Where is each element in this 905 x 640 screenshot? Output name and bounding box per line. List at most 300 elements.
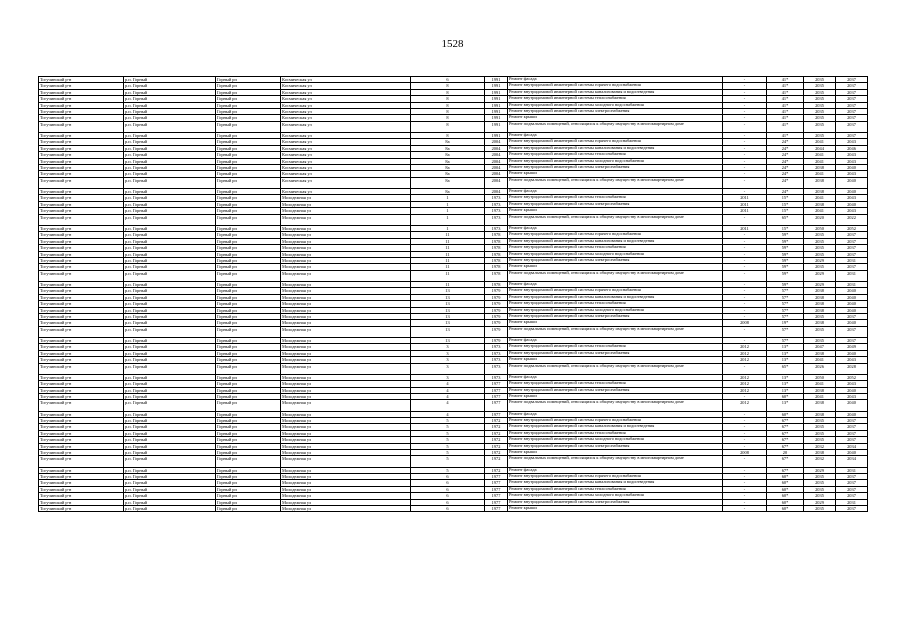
start-year-cell: 2035 bbox=[804, 96, 836, 102]
municipality-cell: Горный рп bbox=[216, 506, 281, 512]
last-repair-cell: - bbox=[723, 109, 767, 115]
year-built-cell: 2004 bbox=[485, 139, 508, 145]
year-built-cell: 1978 bbox=[485, 245, 508, 251]
start-year-cell: 2032 bbox=[804, 443, 836, 449]
street-cell: Молодежная ул bbox=[281, 307, 411, 313]
settlement-cell: р.п. Горный bbox=[124, 456, 216, 467]
street-cell: Молодежная ул bbox=[281, 208, 411, 214]
year-built-cell: 1973 bbox=[485, 195, 508, 201]
start-year-cell: 2035 bbox=[804, 121, 836, 132]
house-cell: 13 bbox=[411, 326, 485, 337]
table-body bbox=[39, 77, 868, 512]
district-cell: Тогучинский р-н bbox=[39, 89, 124, 95]
work-type-cell: Ремонт фасада bbox=[508, 189, 723, 195]
house-cell: 4 bbox=[411, 400, 485, 411]
year-built-cell: 1973 bbox=[485, 225, 508, 231]
street-cell: Молодежная ул bbox=[281, 264, 411, 270]
start-year-cell: 2035 bbox=[804, 133, 836, 139]
year-built-cell: 1973 bbox=[485, 374, 508, 380]
settlement-cell: р.п. Горный bbox=[124, 270, 216, 281]
house-cell: 5 bbox=[411, 424, 485, 430]
district-cell: Тогучинский р-н bbox=[39, 430, 124, 436]
settlement-cell: р.п. Горный bbox=[124, 480, 216, 486]
start-year-cell: 2038 bbox=[804, 301, 836, 307]
street-cell: Молодежная ул bbox=[281, 270, 411, 281]
street-cell: Молодежная ул bbox=[281, 374, 411, 380]
year-built-cell: 1979 bbox=[485, 313, 508, 319]
last-repair-cell: - bbox=[723, 493, 767, 499]
municipality-cell: Горный рп bbox=[216, 424, 281, 430]
work-type-cell: Ремонт внутридомовой инженерной системы холодного водоснабжения bbox=[508, 307, 723, 313]
street-cell: Космическая ул bbox=[281, 171, 411, 177]
end-year-cell: 2037 bbox=[836, 245, 868, 251]
work-type-cell: Ремонт внутридомовой инженерной системы электроснабжения bbox=[508, 313, 723, 319]
municipality-cell: Горный рп bbox=[216, 232, 281, 238]
street-cell: Молодежная ул bbox=[281, 320, 411, 326]
house-cell: 6 bbox=[411, 486, 485, 492]
last-repair-cell: - bbox=[723, 424, 767, 430]
last-repair-cell: 2012 bbox=[723, 344, 767, 350]
year-built-cell: 2004 bbox=[485, 152, 508, 158]
house-cell: 13 bbox=[411, 337, 485, 343]
district-cell: Тогучинский р-н bbox=[39, 109, 124, 115]
wear-cell: 59* bbox=[767, 251, 804, 257]
district-cell: Тогучинский р-н bbox=[39, 139, 124, 145]
street-cell: Молодежная ул bbox=[281, 245, 411, 251]
district-cell: Тогучинский р-н bbox=[39, 251, 124, 257]
wear-cell: 15* bbox=[767, 225, 804, 231]
house-cell: 4 bbox=[411, 411, 485, 417]
wear-cell: 24* bbox=[767, 189, 804, 195]
street-cell: Молодежная ул bbox=[281, 201, 411, 207]
year-built-cell: 1991 bbox=[485, 89, 508, 95]
year-built-cell: 1972 bbox=[485, 424, 508, 430]
wear-cell: 57* bbox=[767, 301, 804, 307]
year-built-cell: 1978 bbox=[485, 257, 508, 263]
settlement-cell: р.п. Горный bbox=[124, 225, 216, 231]
start-year-cell: 2041 bbox=[804, 381, 836, 387]
work-type-cell: Ремонт подвальных помещений, относящихся к общему имуществу в многоквартирном доме bbox=[508, 270, 723, 281]
wear-cell: 13* bbox=[767, 381, 804, 387]
start-year-cell: 2038 bbox=[804, 189, 836, 195]
end-year-cell: 2037 bbox=[836, 337, 868, 343]
house-cell: 8а bbox=[411, 189, 485, 195]
start-year-cell: 2035 bbox=[804, 102, 836, 108]
street-cell: Молодежная ул bbox=[281, 238, 411, 244]
work-type-cell: Ремонт внутридомовой инженерной системы теплоснабжения bbox=[508, 301, 723, 307]
settlement-cell: р.п. Горный bbox=[124, 115, 216, 121]
wear-cell: 57* bbox=[767, 313, 804, 319]
year-built-cell: 1972 bbox=[485, 450, 508, 456]
municipality-cell: Горный рп bbox=[216, 381, 281, 387]
wear-cell: 65* bbox=[767, 363, 804, 374]
settlement-cell: р.п. Горный bbox=[124, 307, 216, 313]
settlement-cell: р.п. Горный bbox=[124, 450, 216, 456]
settlement-cell: р.п. Горный bbox=[124, 381, 216, 387]
settlement-cell: р.п. Горный bbox=[124, 301, 216, 307]
start-year-cell: 2035 bbox=[804, 313, 836, 319]
wear-cell: 67* bbox=[767, 430, 804, 436]
wear-cell: 24* bbox=[767, 165, 804, 171]
street-cell: Молодежная ул bbox=[281, 294, 411, 300]
district-cell: Тогучинский р-н bbox=[39, 208, 124, 214]
street-cell: Молодежная ул bbox=[281, 480, 411, 486]
start-year-cell: 2035 bbox=[804, 506, 836, 512]
year-built-cell: 2004 bbox=[485, 145, 508, 151]
wear-cell: 67* bbox=[767, 417, 804, 423]
start-year-cell: 2035 bbox=[804, 245, 836, 251]
work-type-cell: Ремонт внутридомовой инженерной системы канализования и водоотведения bbox=[508, 294, 723, 300]
settlement-cell: р.п. Горный bbox=[124, 77, 216, 83]
municipality-cell: Горный рп bbox=[216, 165, 281, 171]
municipality-cell: Горный рп bbox=[216, 257, 281, 263]
municipality-cell: Горный рп bbox=[216, 208, 281, 214]
year-built-cell: 1978 bbox=[485, 270, 508, 281]
settlement-cell: р.п. Горный bbox=[124, 232, 216, 238]
start-year-cell: 2035 bbox=[804, 437, 836, 443]
municipality-cell: Горный рп bbox=[216, 363, 281, 374]
street-cell: Молодежная ул bbox=[281, 195, 411, 201]
district-cell: Тогучинский р-н bbox=[39, 96, 124, 102]
year-built-cell: 1979 bbox=[485, 288, 508, 294]
district-cell: Тогучинский р-н bbox=[39, 171, 124, 177]
start-year-cell: 2038 bbox=[804, 450, 836, 456]
year-built-cell: 1978 bbox=[485, 281, 508, 287]
district-cell: Тогучинский р-н bbox=[39, 165, 124, 171]
house-cell: 4 bbox=[411, 387, 485, 393]
settlement-cell: р.п. Горный bbox=[124, 288, 216, 294]
house-cell: 8 bbox=[411, 109, 485, 115]
work-type-cell: Ремонт подвальных помещений, относящихся к общему имуществу в многоквартирном доме bbox=[508, 363, 723, 374]
house-cell: 11 bbox=[411, 264, 485, 270]
wear-cell: 59* bbox=[767, 257, 804, 263]
last-repair-cell: - bbox=[723, 115, 767, 121]
last-repair-cell: 2011 bbox=[723, 201, 767, 207]
settlement-cell: р.п. Горный bbox=[124, 158, 216, 164]
municipality-cell: Горный рп bbox=[216, 121, 281, 132]
street-cell: Молодежная ул bbox=[281, 350, 411, 356]
municipality-cell: Горный рп bbox=[216, 350, 281, 356]
district-cell: Тогучинский р-н bbox=[39, 417, 124, 423]
year-built-cell: 1978 bbox=[485, 232, 508, 238]
year-built-cell: 1979 bbox=[485, 326, 508, 337]
end-year-cell: 2037 bbox=[836, 109, 868, 115]
wear-cell: 13* bbox=[767, 344, 804, 350]
end-year-cell: 2043 bbox=[836, 357, 868, 363]
start-year-cell: 2035 bbox=[804, 430, 836, 436]
year-built-cell: 1977 bbox=[485, 381, 508, 387]
municipality-cell: Горный рп bbox=[216, 499, 281, 505]
last-repair-cell: - bbox=[723, 288, 767, 294]
work-type-cell: Ремонт внутридомовой инженерной системы горячего водоснабжения bbox=[508, 417, 723, 423]
last-repair-cell: 2012 bbox=[723, 387, 767, 393]
street-cell: Космическая ул bbox=[281, 77, 411, 83]
start-year-cell: 2035 bbox=[804, 326, 836, 337]
municipality-cell: Горный рп bbox=[216, 357, 281, 363]
work-type-cell: Ремонт внутридомовой инженерной системы теплоснабжения bbox=[508, 96, 723, 102]
work-type-cell: Ремонт крыши bbox=[508, 357, 723, 363]
district-cell: Тогучинский р-н bbox=[39, 474, 124, 480]
work-type-cell: Ремонт фасада bbox=[508, 77, 723, 83]
district-cell: Тогучинский р-н bbox=[39, 506, 124, 512]
settlement-cell: р.п. Горный bbox=[124, 294, 216, 300]
settlement-cell: р.п. Горный bbox=[124, 493, 216, 499]
work-type-cell: Ремонт крыши bbox=[508, 506, 723, 512]
municipality-cell: Горный рп bbox=[216, 171, 281, 177]
start-year-cell: 2035 bbox=[804, 474, 836, 480]
district-cell: Тогучинский р-н bbox=[39, 201, 124, 207]
last-repair-cell: 2012 bbox=[723, 350, 767, 356]
last-repair-cell: 2011 bbox=[723, 195, 767, 201]
work-type-cell: Ремонт внутридомовой инженерной системы теплоснабжения bbox=[508, 486, 723, 492]
house-cell: 11 bbox=[411, 251, 485, 257]
wear-cell: 41* bbox=[767, 133, 804, 139]
district-cell: Тогучинский р-н bbox=[39, 307, 124, 313]
street-cell: Молодежная ул bbox=[281, 443, 411, 449]
table-row bbox=[39, 400, 868, 411]
end-year-cell: 2037 bbox=[836, 121, 868, 132]
street-cell: Молодежная ул bbox=[281, 506, 411, 512]
wear-cell: 24* bbox=[767, 145, 804, 151]
page-number: 1528 bbox=[441, 38, 464, 50]
last-repair-cell: - bbox=[723, 393, 767, 399]
street-cell: Молодежная ул bbox=[281, 411, 411, 417]
last-repair-cell: - bbox=[723, 467, 767, 473]
last-repair-cell: - bbox=[723, 133, 767, 139]
year-built-cell: 1979 bbox=[485, 307, 508, 313]
capital-repair-schedule-table bbox=[38, 76, 868, 512]
district-cell: Тогучинский р-н bbox=[39, 344, 124, 350]
end-year-cell: 2040 bbox=[836, 350, 868, 356]
end-year-cell: 2022 bbox=[836, 214, 868, 225]
district-cell: Тогучинский р-н bbox=[39, 133, 124, 139]
end-year-cell: 2040 bbox=[836, 307, 868, 313]
start-year-cell: 2041 bbox=[804, 195, 836, 201]
start-year-cell: 2050 bbox=[804, 225, 836, 231]
year-built-cell: 1973 bbox=[485, 214, 508, 225]
wear-cell: 13* bbox=[767, 400, 804, 411]
table-row bbox=[39, 506, 868, 512]
wear-cell: 67* bbox=[767, 437, 804, 443]
district-cell: Тогучинский р-н bbox=[39, 245, 124, 251]
end-year-cell: 2040 bbox=[836, 189, 868, 195]
house-cell: 6 bbox=[411, 499, 485, 505]
house-cell: 11 bbox=[411, 232, 485, 238]
year-built-cell: 1973 bbox=[485, 201, 508, 207]
settlement-cell: р.п. Горный bbox=[124, 214, 216, 225]
settlement-cell: р.п. Горный bbox=[124, 264, 216, 270]
street-cell: Космическая ул bbox=[281, 177, 411, 188]
municipality-cell: Горный рп bbox=[216, 251, 281, 257]
settlement-cell: р.п. Горный bbox=[124, 357, 216, 363]
municipality-cell: Горный рп bbox=[216, 102, 281, 108]
year-built-cell: 1977 bbox=[485, 506, 508, 512]
end-year-cell: 2037 bbox=[836, 115, 868, 121]
house-cell: 13 bbox=[411, 294, 485, 300]
street-cell: Молодежная ул bbox=[281, 493, 411, 499]
municipality-cell: Горный рп bbox=[216, 443, 281, 449]
municipality-cell: Горный рп bbox=[216, 288, 281, 294]
street-cell: Космическая ул bbox=[281, 115, 411, 121]
work-type-cell: Ремонт внутридомовой инженерной системы канализования и водоотведения bbox=[508, 145, 723, 151]
district-cell: Тогучинский р-н bbox=[39, 374, 124, 380]
year-built-cell: 1991 bbox=[485, 77, 508, 83]
year-built-cell: 1977 bbox=[485, 499, 508, 505]
start-year-cell: 2035 bbox=[804, 264, 836, 270]
street-cell: Космическая ул bbox=[281, 109, 411, 115]
wear-cell: 67* bbox=[767, 424, 804, 430]
work-type-cell: Ремонт внутридомовой инженерной системы теплоснабжения bbox=[508, 152, 723, 158]
start-year-cell: 2035 bbox=[804, 115, 836, 121]
settlement-cell: р.п. Горный bbox=[124, 238, 216, 244]
settlement-cell: р.п. Горный bbox=[124, 506, 216, 512]
municipality-cell: Горный рп bbox=[216, 301, 281, 307]
work-type-cell: Ремонт внутридомовой инженерной системы канализования и водоотведения bbox=[508, 238, 723, 244]
start-year-cell: 2038 bbox=[804, 400, 836, 411]
wear-cell: 59* bbox=[767, 245, 804, 251]
district-cell: Тогучинский р-н bbox=[39, 177, 124, 188]
settlement-cell: р.п. Горный bbox=[124, 165, 216, 171]
settlement-cell: р.п. Горный bbox=[124, 189, 216, 195]
street-cell: Космическая ул bbox=[281, 102, 411, 108]
year-built-cell: 1991 bbox=[485, 133, 508, 139]
work-type-cell: Ремонт внутридомовой инженерной системы горячего водоснабжения bbox=[508, 139, 723, 145]
last-repair-cell: - bbox=[723, 102, 767, 108]
end-year-cell: 2037 bbox=[836, 437, 868, 443]
district-cell: Тогучинский р-н bbox=[39, 400, 124, 411]
work-type-cell: Ремонт фасада bbox=[508, 133, 723, 139]
settlement-cell: р.п. Горный bbox=[124, 139, 216, 145]
end-year-cell: 2040 bbox=[836, 177, 868, 188]
start-year-cell: 2035 bbox=[804, 417, 836, 423]
last-repair-cell: - bbox=[723, 363, 767, 374]
district-cell: Тогучинский р-н bbox=[39, 456, 124, 467]
street-cell: Космическая ул bbox=[281, 96, 411, 102]
municipality-cell: Горный рп bbox=[216, 115, 281, 121]
last-repair-cell: 2011 bbox=[723, 208, 767, 214]
municipality-cell: Горный рп bbox=[216, 177, 281, 188]
street-cell: Космическая ул bbox=[281, 83, 411, 89]
house-cell: 8 bbox=[411, 102, 485, 108]
settlement-cell: р.п. Горный bbox=[124, 344, 216, 350]
municipality-cell: Горный рп bbox=[216, 313, 281, 319]
house-cell: 1 bbox=[411, 214, 485, 225]
start-year-cell: 2050 bbox=[804, 374, 836, 380]
year-built-cell: 2004 bbox=[485, 189, 508, 195]
year-built-cell: 1977 bbox=[485, 400, 508, 411]
last-repair-cell: - bbox=[723, 77, 767, 83]
municipality-cell: Горный рп bbox=[216, 281, 281, 287]
wear-cell: 15* bbox=[767, 195, 804, 201]
start-year-cell: 2047 bbox=[804, 344, 836, 350]
end-year-cell: 2037 bbox=[836, 96, 868, 102]
district-cell: Тогучинский р-н bbox=[39, 189, 124, 195]
start-year-cell: 2035 bbox=[804, 89, 836, 95]
settlement-cell: р.п. Горный bbox=[124, 89, 216, 95]
settlement-cell: р.п. Горный bbox=[124, 257, 216, 263]
year-built-cell: 2004 bbox=[485, 158, 508, 164]
end-year-cell: 2037 bbox=[836, 506, 868, 512]
house-cell: 6 bbox=[411, 77, 485, 83]
wear-cell: 13* bbox=[767, 387, 804, 393]
start-year-cell: 2041 bbox=[804, 139, 836, 145]
start-year-cell: 2038 bbox=[804, 288, 836, 294]
year-built-cell: 1972 bbox=[485, 456, 508, 467]
settlement-cell: р.п. Горный bbox=[124, 171, 216, 177]
table-row bbox=[39, 121, 868, 132]
municipality-cell: Горный рп bbox=[216, 139, 281, 145]
wear-cell: 41* bbox=[767, 83, 804, 89]
year-built-cell: 1972 bbox=[485, 467, 508, 473]
settlement-cell: р.п. Горный bbox=[124, 102, 216, 108]
wear-cell: 57* bbox=[767, 307, 804, 313]
settlement-cell: р.п. Горный bbox=[124, 313, 216, 319]
settlement-cell: р.п. Горный bbox=[124, 474, 216, 480]
end-year-cell: 2043 bbox=[836, 393, 868, 399]
end-year-cell: 2043 bbox=[836, 381, 868, 387]
wear-cell: 60* bbox=[767, 474, 804, 480]
house-cell: 1 bbox=[411, 195, 485, 201]
house-cell: 6 bbox=[411, 493, 485, 499]
start-year-cell: 2035 bbox=[804, 480, 836, 486]
table-row bbox=[39, 456, 868, 467]
wear-cell: 19* bbox=[767, 320, 804, 326]
end-year-cell: 2040 bbox=[836, 450, 868, 456]
house-cell: 8а bbox=[411, 177, 485, 188]
house-cell: 3 bbox=[411, 344, 485, 350]
end-year-cell: 2031 bbox=[836, 467, 868, 473]
settlement-cell: р.п. Горный bbox=[124, 109, 216, 115]
year-built-cell: 1973 bbox=[485, 350, 508, 356]
end-year-cell: 2037 bbox=[836, 313, 868, 319]
house-cell: 4 bbox=[411, 393, 485, 399]
wear-cell: 41* bbox=[767, 89, 804, 95]
wear-cell: 13* bbox=[767, 374, 804, 380]
work-type-cell: Ремонт внутридомовой инженерной системы электроснабжения bbox=[508, 201, 723, 207]
last-repair-cell: - bbox=[723, 177, 767, 188]
start-year-cell: 2035 bbox=[804, 486, 836, 492]
street-cell: Молодежная ул bbox=[281, 225, 411, 231]
district-cell: Тогучинский р-н bbox=[39, 214, 124, 225]
settlement-cell: р.п. Горный bbox=[124, 499, 216, 505]
end-year-cell: 2043 bbox=[836, 208, 868, 214]
district-cell: Тогучинский р-н bbox=[39, 387, 124, 393]
street-cell: Космическая ул bbox=[281, 165, 411, 171]
last-repair-cell: - bbox=[723, 139, 767, 145]
work-type-cell: Ремонт внутридомовой инженерной системы холодного водоснабжения bbox=[508, 493, 723, 499]
house-cell: 8 bbox=[411, 89, 485, 95]
start-year-cell: 2038 bbox=[804, 294, 836, 300]
house-cell: 13 bbox=[411, 288, 485, 294]
work-type-cell: Ремонт внутридомовой инженерной системы холодного водоснабжения bbox=[508, 102, 723, 108]
house-cell: 3 bbox=[411, 363, 485, 374]
last-repair-cell: - bbox=[723, 499, 767, 505]
end-year-cell: 2028 bbox=[836, 363, 868, 374]
last-repair-cell: - bbox=[723, 121, 767, 132]
wear-cell: 67* bbox=[767, 467, 804, 473]
street-cell: Молодежная ул bbox=[281, 301, 411, 307]
year-built-cell: 1978 bbox=[485, 264, 508, 270]
year-built-cell: 1977 bbox=[485, 480, 508, 486]
settlement-cell: р.п. Горный bbox=[124, 195, 216, 201]
district-cell: Тогучинский р-н bbox=[39, 393, 124, 399]
wear-cell: 59* bbox=[767, 281, 804, 287]
last-repair-cell: 2012 bbox=[723, 400, 767, 411]
house-cell: 5 bbox=[411, 430, 485, 436]
street-cell: Молодежная ул bbox=[281, 232, 411, 238]
work-type-cell: Ремонт подвальных помещений, относящихся к общему имуществу в многоквартирном доме bbox=[508, 456, 723, 467]
district-cell: Тогучинский р-н bbox=[39, 270, 124, 281]
